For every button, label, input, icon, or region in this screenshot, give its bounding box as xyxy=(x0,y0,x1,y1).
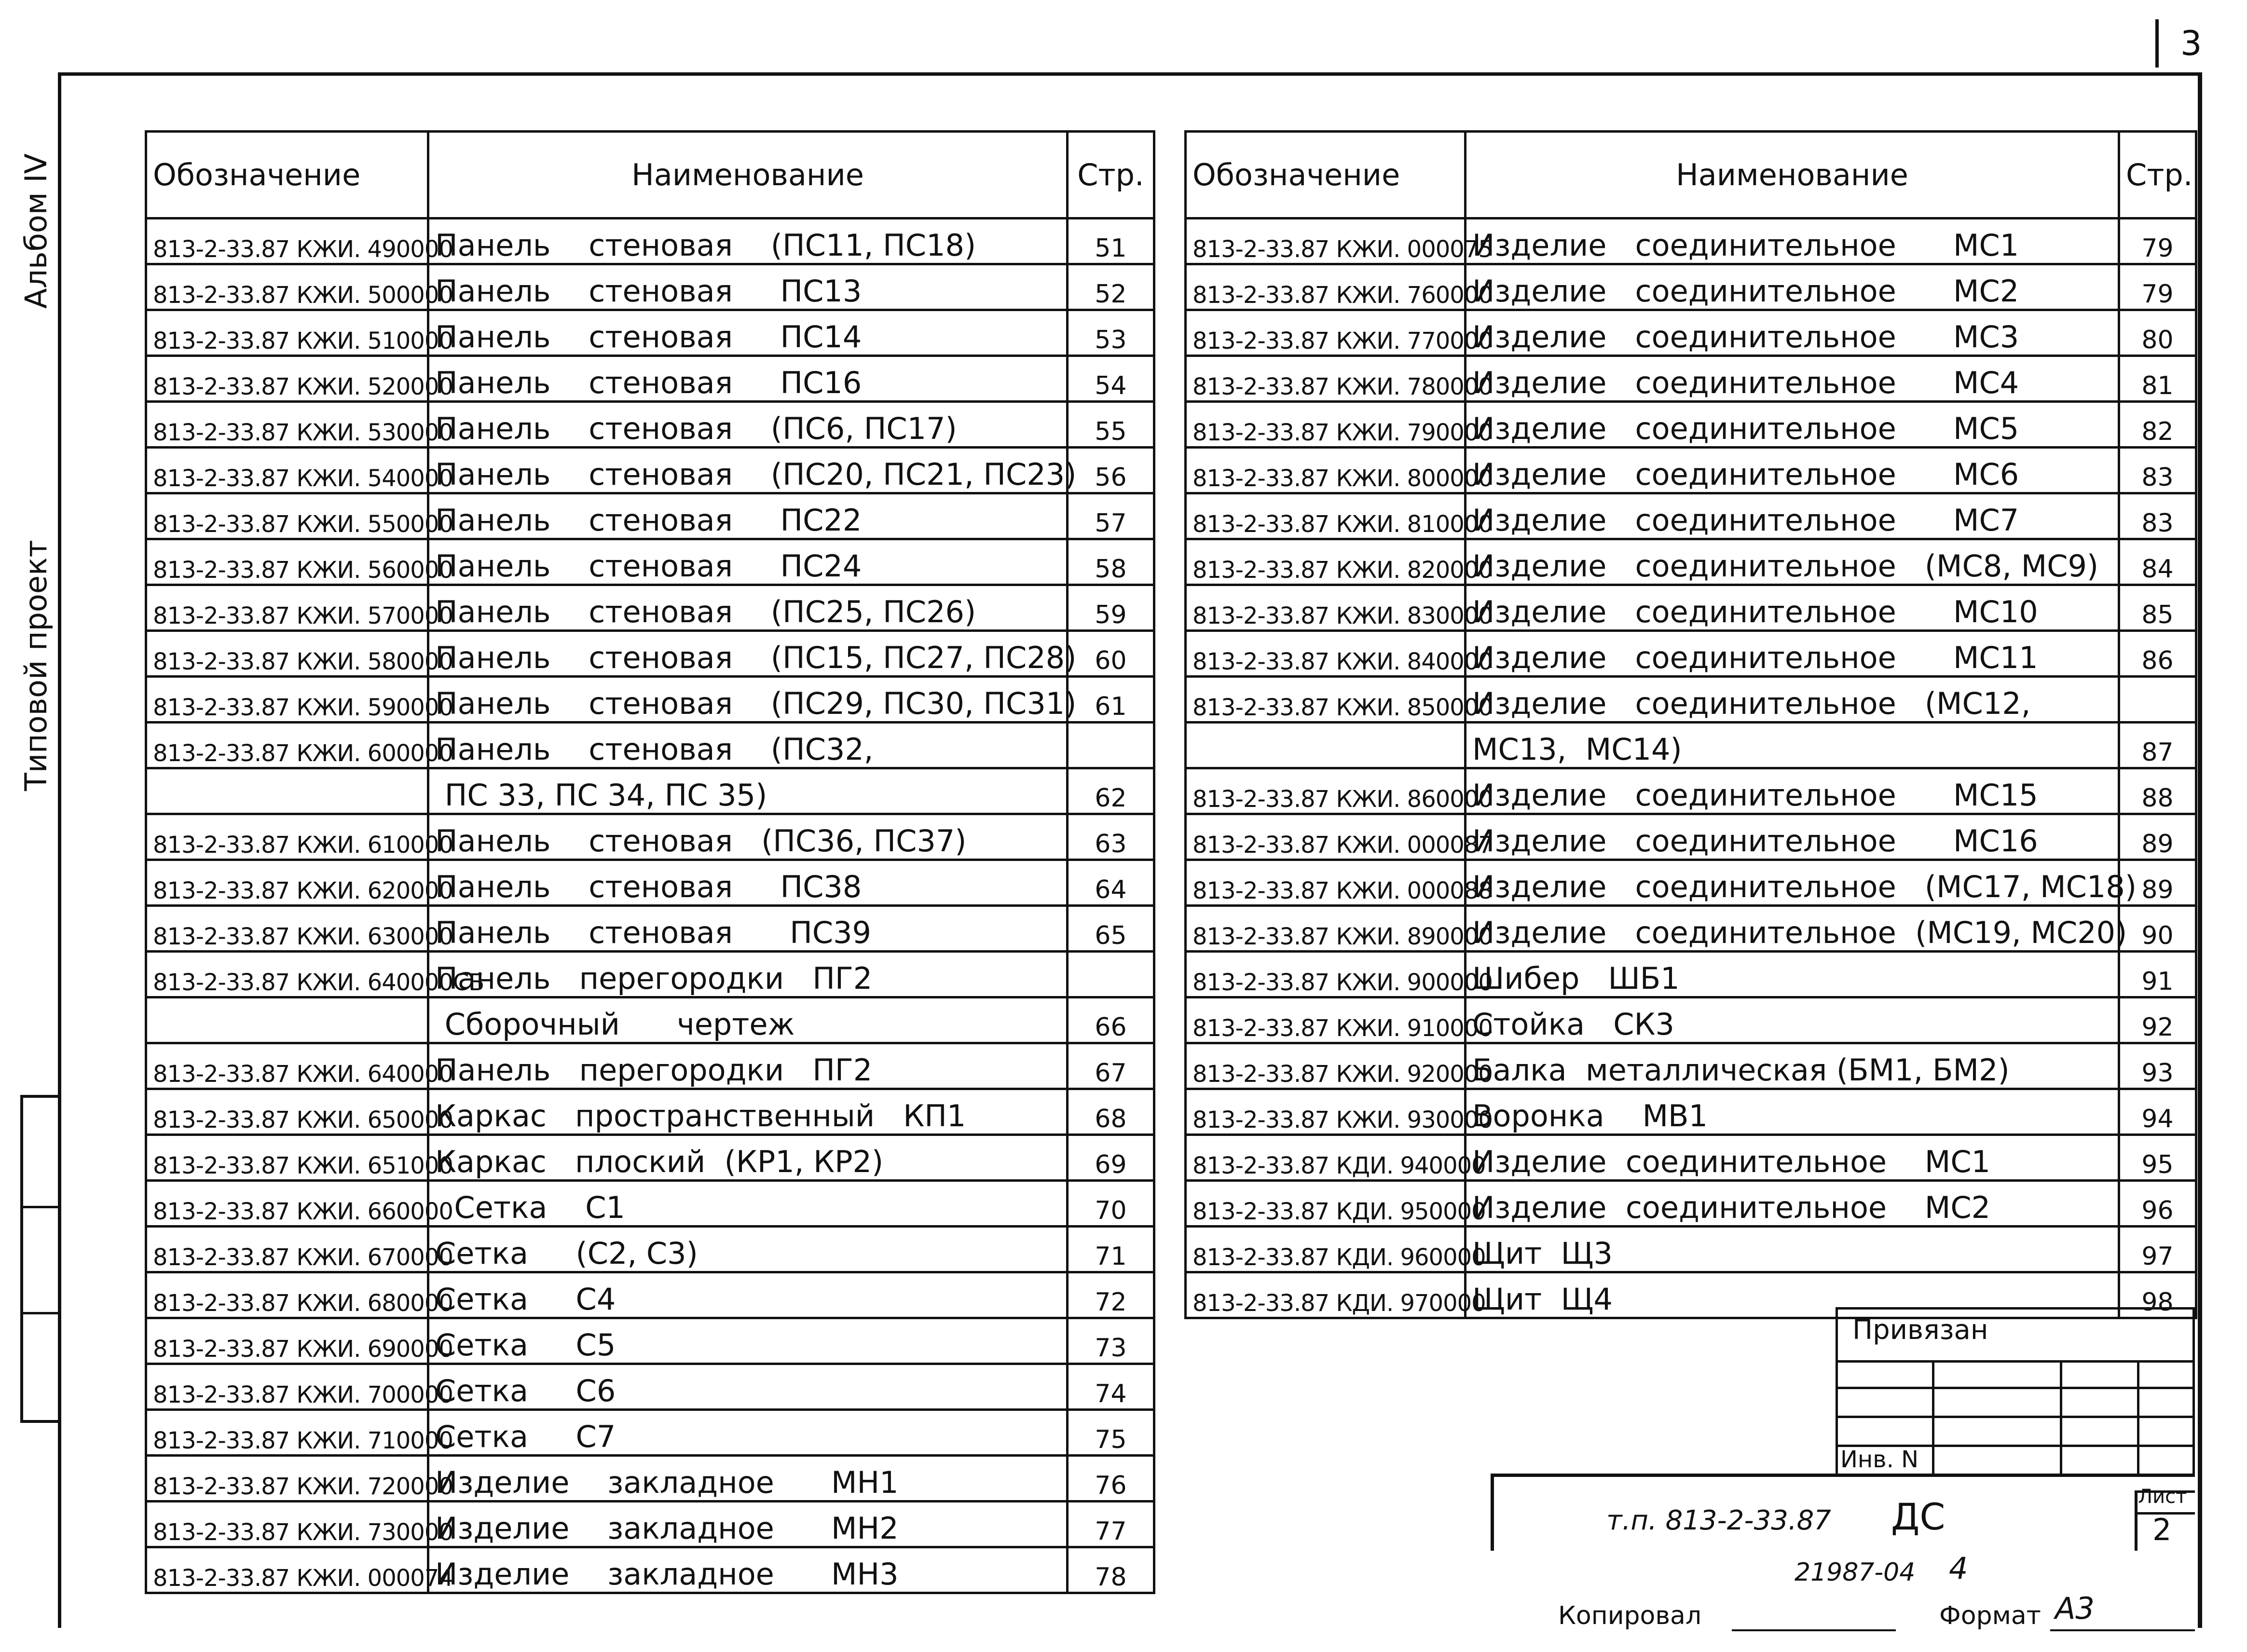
row-page: 84 xyxy=(2119,539,2196,585)
row-page: 89 xyxy=(2119,860,2196,906)
row-page: 60 xyxy=(1068,631,1154,677)
row-page: 71 xyxy=(1068,1227,1154,1272)
row-name: Панель стеновая ПС22 xyxy=(428,493,1068,539)
row-page: 63 xyxy=(1068,814,1154,860)
row-name: Панель стеновая (ПС20, ПС21, ПС23) xyxy=(428,448,1068,493)
table-row xyxy=(1186,539,2196,585)
format-line xyxy=(2050,1629,2195,1631)
table-row xyxy=(1186,402,2196,448)
row-name: Панель перегородки ПГ2 xyxy=(428,1043,1068,1089)
col-header-code: Обозначение xyxy=(1186,132,1466,218)
table-row xyxy=(146,1456,1154,1502)
row-name: Изделие соединительное МС2 xyxy=(1466,1181,2119,1227)
table-row xyxy=(146,1089,1154,1135)
row-page: 79 xyxy=(2119,264,2196,310)
row-code: 813-2-33.87 КЖИ. 820000 xyxy=(1186,539,1466,585)
row-name: Изделие соединительное МС1 xyxy=(1466,218,2119,264)
table-row xyxy=(146,1135,1154,1181)
row-code: 813-2-33.87 КЖИ. 000074 xyxy=(146,1547,428,1593)
col-header-page: Стр. xyxy=(1068,132,1154,218)
row-code: 813-2-33.87 КЖИ. 720000 xyxy=(146,1456,428,1502)
row-code: 813-2-33.87 КЖИ. 670000 xyxy=(146,1227,428,1272)
table-row xyxy=(146,677,1154,723)
row-page: 72 xyxy=(1068,1272,1154,1318)
col-header-name: Наименование xyxy=(1466,132,2119,218)
row-code: 813-2-33.87 КЖИ. 700000 xyxy=(146,1364,428,1410)
stamp-line xyxy=(1836,1416,2195,1418)
row-code: 813-2-33.87 КЖИ. 800000 xyxy=(1186,448,1466,493)
table-row xyxy=(1186,264,2196,310)
side-stamp-divider xyxy=(20,1206,59,1208)
row-page: 83 xyxy=(2119,448,2196,493)
table-row xyxy=(1186,860,2196,906)
row-code: 813-2-33.87 КЖИ. 580000 xyxy=(146,631,428,677)
row-name: Балка металлическая (БМ1, БМ2) xyxy=(1466,1043,2119,1089)
table-row xyxy=(146,768,1154,814)
album-label: Альбом IV xyxy=(18,153,54,309)
row-page: 62 xyxy=(1068,768,1154,814)
row-name: Панель стеновая ПС24 xyxy=(428,539,1068,585)
row-name: Стойка СК3 xyxy=(1466,997,2119,1043)
table-row xyxy=(1186,585,2196,631)
row-name: Изделие закладное МН3 xyxy=(428,1547,1068,1593)
row-name: Изделие соединительное (МС17, МС18) xyxy=(1466,860,2119,906)
table-row xyxy=(1186,1043,2196,1089)
row-code: 813-2-33.87 КДИ. 950000 xyxy=(1186,1181,1466,1227)
row-page: 98 xyxy=(2119,1272,2196,1318)
row-code: 813-2-33.87 КЖИ. 640000 xyxy=(146,1043,428,1089)
table-row xyxy=(146,448,1154,493)
side-stamp-divider xyxy=(20,1312,59,1314)
row-name: Изделие закладное МН2 xyxy=(428,1502,1068,1547)
row-page: 64 xyxy=(1068,860,1154,906)
project-label: Типовой проект xyxy=(18,540,54,791)
sheet-value: 2 xyxy=(2152,1512,2172,1547)
table-row xyxy=(146,1502,1154,1547)
table-row xyxy=(146,723,1154,768)
table-row xyxy=(1186,723,2196,768)
row-code: 813-2-33.87 КЖИ. 910000 xyxy=(1186,997,1466,1043)
row-page: 96 xyxy=(2119,1181,2196,1227)
row-page: 54 xyxy=(1068,356,1154,402)
table-row xyxy=(1186,448,2196,493)
row-page: 81 xyxy=(2119,356,2196,402)
row-code: 813-2-33.87 КЖИ. 520000 xyxy=(146,356,428,402)
table-row xyxy=(1186,356,2196,402)
row-page: 86 xyxy=(2119,631,2196,677)
row-page: 69 xyxy=(1068,1135,1154,1181)
row-name: Изделие закладное МН1 xyxy=(428,1456,1068,1502)
row-name: Изделие соединительное МС2 xyxy=(1466,264,2119,310)
row-name: Изделие соединительное МС3 xyxy=(1466,310,2119,356)
stamp-line xyxy=(2137,1360,2139,1476)
row-name: Панель стеновая ПС14 xyxy=(428,310,1068,356)
table-row xyxy=(146,952,1154,997)
row-name: Изделие соединительное МС4 xyxy=(1466,356,2119,402)
table-row xyxy=(146,1272,1154,1318)
row-code: 813-2-33.87 КЖИ. 640000СБ xyxy=(146,952,428,997)
row-page: 67 xyxy=(1068,1043,1154,1089)
row-name: Щит Щ4 xyxy=(1466,1272,2119,1318)
row-name: МС13, МС14) xyxy=(1466,723,2119,768)
row-name: Панель стеновая (ПС32, xyxy=(428,723,1068,768)
table-row xyxy=(1186,906,2196,952)
table-row xyxy=(1186,1135,2196,1181)
row-name: Сетка С7 xyxy=(428,1410,1068,1456)
row-page: 51 xyxy=(1068,218,1154,264)
row-name: Изделие соединительное МС6 xyxy=(1466,448,2119,493)
copied-signature-line xyxy=(1732,1629,1896,1631)
table-row xyxy=(146,1547,1154,1593)
row-code: 813-2-33.87 КЖИ. 660000 xyxy=(146,1181,428,1227)
row-page: 61 xyxy=(1068,677,1154,723)
row-code: 813-2-33.87 КЖИ. 680000 xyxy=(146,1272,428,1318)
table-row xyxy=(146,1318,1154,1364)
table-row xyxy=(146,493,1154,539)
format-label: Формат xyxy=(1939,1601,2041,1630)
table-row xyxy=(146,1227,1154,1272)
row-page: 77 xyxy=(1068,1502,1154,1547)
row-page: 88 xyxy=(2119,768,2196,814)
row-code: 813-2-33.87 КЖИ. 830000 xyxy=(1186,585,1466,631)
row-name: Сборочный чертеж xyxy=(428,997,1068,1043)
row-page: 83 xyxy=(2119,493,2196,539)
row-code: 813-2-33.87 КЖИ. 810000 xyxy=(1186,493,1466,539)
row-page: 66 xyxy=(1068,997,1154,1043)
row-page: 52 xyxy=(1068,264,1154,310)
row-code: 813-2-33.87 КЖИ. 900000 xyxy=(1186,952,1466,997)
table-row xyxy=(1186,493,2196,539)
table-row xyxy=(1186,768,2196,814)
title-block xyxy=(1491,1474,2195,1551)
row-name: Изделие соединительное (МС8, МС9) xyxy=(1466,539,2119,585)
row-name: Панель стеновая ПС16 xyxy=(428,356,1068,402)
row-name: Панель стеновая ПС39 xyxy=(428,906,1068,952)
row-name: Изделие соединительное МС10 xyxy=(1466,585,2119,631)
stamp-line xyxy=(1836,1360,2195,1363)
row-page: 53 xyxy=(1068,310,1154,356)
table-row xyxy=(146,1364,1154,1410)
row-page: 93 xyxy=(2119,1043,2196,1089)
row-page: 92 xyxy=(2119,997,2196,1043)
table-row xyxy=(146,1043,1154,1089)
row-name: Сетка С4 xyxy=(428,1272,1068,1318)
row-name: Щит Щ3 xyxy=(1466,1227,2119,1272)
row-name: Панель стеновая ПС38 xyxy=(428,860,1068,906)
col-header-page: Стр. xyxy=(2119,132,2196,218)
row-name: Изделие соединительное МС7 xyxy=(1466,493,2119,539)
table-row xyxy=(146,631,1154,677)
page-number: 3 xyxy=(2180,24,2202,63)
format-value: А3 xyxy=(2055,1591,2095,1626)
row-code: 813-2-33.87 КЖИ. 000087 xyxy=(1186,814,1466,860)
row-page: 68 xyxy=(1068,1089,1154,1135)
row-code: 813-2-33.87 КЖИ. 600000 xyxy=(146,723,428,768)
table-row xyxy=(1186,310,2196,356)
doc-code: ДС xyxy=(1891,1495,1946,1538)
table-row xyxy=(146,218,1154,264)
row-page: 56 xyxy=(1068,448,1154,493)
row-page xyxy=(2119,677,2196,723)
row-name: Панель стеновая (ПС11, ПС18) xyxy=(428,218,1068,264)
linked-label: Привязан xyxy=(1852,1314,1988,1346)
archive-number: 21987-04 xyxy=(1795,1558,1916,1587)
row-page: 76 xyxy=(1068,1456,1154,1502)
row-name: Изделие соединительное МС1 xyxy=(1466,1135,2119,1181)
row-page: 89 xyxy=(2119,814,2196,860)
stamp-line xyxy=(2060,1360,2062,1476)
row-code: 813-2-33.87 КЖИ. 000075 xyxy=(1186,218,1466,264)
row-page: 80 xyxy=(2119,310,2196,356)
table-row xyxy=(146,1181,1154,1227)
table-row xyxy=(146,860,1154,906)
row-code: 813-2-33.87 КЖИ. 651000 xyxy=(146,1135,428,1181)
table-row xyxy=(1186,814,2196,860)
row-page: 55 xyxy=(1068,402,1154,448)
table-row xyxy=(146,402,1154,448)
row-name: Изделие соединительное МС16 xyxy=(1466,814,2119,860)
row-page: 94 xyxy=(2119,1089,2196,1135)
stamp-line xyxy=(1836,1387,2195,1389)
row-page: 82 xyxy=(2119,402,2196,448)
row-name: Изделие соединительное МС15 xyxy=(1466,768,2119,814)
row-name: Изделие соединительное МС5 xyxy=(1466,402,2119,448)
row-page xyxy=(1068,952,1154,997)
col-header-code: Обозначение xyxy=(146,132,428,218)
row-code: 813-2-33.87 КЖИ. 630000 xyxy=(146,906,428,952)
row-page: 78 xyxy=(1068,1547,1154,1593)
table-row xyxy=(146,1410,1154,1456)
copied-label: Копировал xyxy=(1558,1601,1702,1630)
row-name: Сетка С1 xyxy=(428,1181,1068,1227)
row-code: 813-2-33.87 КЖИ. 920000 xyxy=(1186,1043,1466,1089)
row-page: 74 xyxy=(1068,1364,1154,1410)
row-name: Панель стеновая (ПС36, ПС37) xyxy=(428,814,1068,860)
row-code: 813-2-33.87 КЖИ. 490000 xyxy=(146,218,428,264)
row-code: 813-2-33.87 КЖИ. 790000 xyxy=(1186,402,1466,448)
row-code: 813-2-33.87 КЖИ. 690000 xyxy=(146,1318,428,1364)
table-row xyxy=(1186,1227,2196,1272)
table-row xyxy=(146,997,1154,1043)
row-code: 813-2-33.87 КЖИ. 570000 xyxy=(146,585,428,631)
row-name: Сетка С5 xyxy=(428,1318,1068,1364)
table-row xyxy=(146,585,1154,631)
row-name: Сетка С6 xyxy=(428,1364,1068,1410)
right-spec-table xyxy=(1184,130,2197,1319)
designation: т.п. 813-2-33.87 xyxy=(1606,1505,1831,1536)
table-row xyxy=(146,814,1154,860)
side-stamp-column xyxy=(20,1095,59,1423)
row-code: 813-2-33.87 КЖИ. 590000 xyxy=(146,677,428,723)
row-name: Каркас плоский (КР1, КР2) xyxy=(428,1135,1068,1181)
row-code: 813-2-33.87 КЖИ. 770000 xyxy=(1186,310,1466,356)
row-name: Панель стеновая (ПС15, ПС27, ПС28) xyxy=(428,631,1068,677)
row-code: 813-2-33.87 КЖИ. 530000 xyxy=(146,402,428,448)
table-row xyxy=(1186,1089,2196,1135)
row-code: 813-2-33.87 КЖИ. 000088 xyxy=(1186,860,1466,906)
row-code xyxy=(1186,723,1466,768)
row-name: Изделие соединительное (МС19, МС20) xyxy=(1466,906,2119,952)
row-name: Изделие соединительное (МС12, xyxy=(1466,677,2119,723)
row-page: 85 xyxy=(2119,585,2196,631)
row-code: 813-2-33.87 КДИ. 970000 xyxy=(1186,1272,1466,1318)
left-spec-table xyxy=(145,130,1155,1594)
row-code: 813-2-33.87 КЖИ. 850000 xyxy=(1186,677,1466,723)
row-code: 813-2-33.87 КДИ. 940000 xyxy=(1186,1135,1466,1181)
table-row xyxy=(1186,997,2196,1043)
table-row xyxy=(1186,218,2196,264)
row-page: 91 xyxy=(2119,952,2196,997)
table-row xyxy=(146,539,1154,585)
row-code: 813-2-33.87 КЖИ. 550000 xyxy=(146,493,428,539)
row-code: 813-2-33.87 КЖИ. 760000 xyxy=(1186,264,1466,310)
row-code: 813-2-33.87 КЖИ. 620000 xyxy=(146,860,428,906)
table-row xyxy=(146,310,1154,356)
row-code: 813-2-33.87 КДИ. 960000 xyxy=(1186,1227,1466,1272)
row-page: 59 xyxy=(1068,585,1154,631)
row-code: 813-2-33.87 КЖИ. 930000 xyxy=(1186,1089,1466,1135)
row-code: 813-2-33.87 КЖИ. 540000 xyxy=(146,448,428,493)
row-name: Панель стеновая (ПС25, ПС26) xyxy=(428,585,1068,631)
row-code xyxy=(146,997,428,1043)
row-code: 813-2-33.87 КЖИ. 710000 xyxy=(146,1410,428,1456)
row-name: Панель стеновая (ПС29, ПС30, ПС31) xyxy=(428,677,1068,723)
row-page: 79 xyxy=(2119,218,2196,264)
row-page: 65 xyxy=(1068,906,1154,952)
table-row xyxy=(1186,1181,2196,1227)
row-name: Панель стеновая ПС13 xyxy=(428,264,1068,310)
row-name: ПС 33, ПС 34, ПС 35) xyxy=(428,768,1068,814)
row-name: Воронка МВ1 xyxy=(1466,1089,2119,1135)
table-row xyxy=(146,906,1154,952)
row-code: 813-2-33.87 КЖИ. 890000 xyxy=(1186,906,1466,952)
row-code: 813-2-33.87 КЖИ. 610000 xyxy=(146,814,428,860)
row-page xyxy=(1068,723,1154,768)
row-code: 813-2-33.87 КЖИ. 780000 xyxy=(1186,356,1466,402)
table-row xyxy=(146,264,1154,310)
table-row xyxy=(1186,952,2196,997)
row-page: 90 xyxy=(2119,906,2196,952)
row-page: 75 xyxy=(1068,1410,1154,1456)
row-code: 813-2-33.87 КЖИ. 730000 xyxy=(146,1502,428,1547)
row-code: 813-2-33.87 КЖИ. 840000 xyxy=(1186,631,1466,677)
row-name: Шибер ШБ1 xyxy=(1466,952,2119,997)
row-name: Панель перегородки ПГ2 xyxy=(428,952,1068,997)
table-row xyxy=(1186,677,2196,723)
row-code xyxy=(146,768,428,814)
row-page: 58 xyxy=(1068,539,1154,585)
inv-label: Инв. N xyxy=(1840,1446,1918,1473)
row-code: 813-2-33.87 КЖИ. 650000 xyxy=(146,1089,428,1135)
row-page: 70 xyxy=(1068,1181,1154,1227)
row-code: 813-2-33.87 КЖИ. 560000 xyxy=(146,539,428,585)
row-name: Каркас пространственный КП1 xyxy=(428,1089,1068,1135)
stamp-line xyxy=(1932,1360,1934,1476)
table-row xyxy=(146,356,1154,402)
row-page: 57 xyxy=(1068,493,1154,539)
table-row xyxy=(1186,631,2196,677)
row-name: Сетка (С2, С3) xyxy=(428,1227,1068,1272)
row-page: 87 xyxy=(2119,723,2196,768)
row-code: 813-2-33.87 КЖИ. 500000 xyxy=(146,264,428,310)
row-page: 97 xyxy=(2119,1227,2196,1272)
row-name: Панель стеновая (ПС6, ПС17) xyxy=(428,402,1068,448)
row-code: 813-2-33.87 КЖИ. 510000 xyxy=(146,310,428,356)
col-header-name: Наименование xyxy=(428,132,1068,218)
row-code: 813-2-33.87 КЖИ. 860000 xyxy=(1186,768,1466,814)
sheet-label: Лист xyxy=(2138,1486,2187,1508)
row-page: 95 xyxy=(2119,1135,2196,1181)
row-page: 73 xyxy=(1068,1318,1154,1364)
archive-sheet: 4 xyxy=(1949,1551,1968,1586)
row-name: Изделие соединительное МС11 xyxy=(1466,631,2119,677)
